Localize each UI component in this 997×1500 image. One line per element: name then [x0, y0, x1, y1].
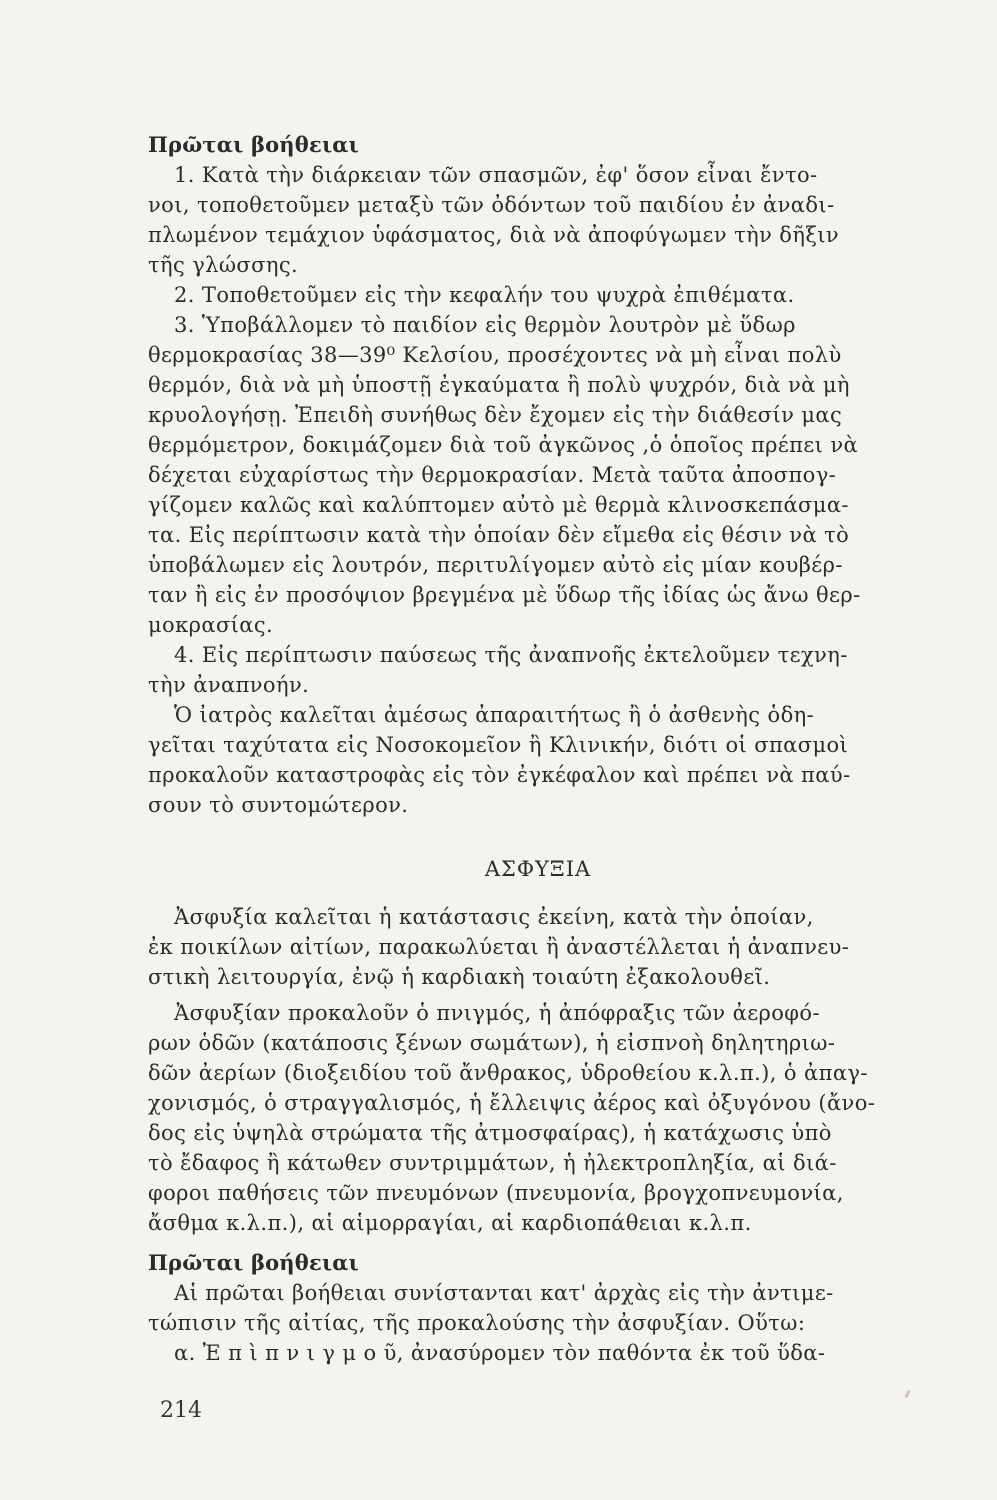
text-line: κρυολογήσῃ. Ἐπειδὴ συνήθως δὲν ἔχομεν εἰς τὴν διάθεσίν μας	[148, 403, 843, 427]
text-line: Ὁ ἰατρὸς καλεῖται ἀμέσως ἀπαραιτήτως ἢ ὁ ἀσθενὴς ὁδη-	[174, 703, 815, 727]
text-line: 1. Κατὰ τὴν διάρκειαν τῶν σπασμῶν, ἐφ' ὅσον εἶναι ἔντο-	[174, 163, 818, 187]
text-line: σουν τὸ συντομώτερον.	[148, 793, 409, 817]
text-line: Ἀσφυξία καλεῖται ἡ κατάστασις ἐκείνη, κατὰ τὴν ὁποίαν,	[174, 905, 814, 929]
text-line: προκαλοῦν καταστροφὰς εἰς τὸν ἐγκέφαλον καὶ πρέπει νὰ παύ-	[148, 763, 851, 787]
page-text-column	[148, 130, 928, 1470]
text-line: δος εἰς ὑψηλὰ στρώματα τῆς ἀτμοσφαίρας), ἡ κατάχωσις ὑπὸ	[148, 1121, 832, 1145]
text-line: 2. Τοποθετοῦμεν εἰς τὴν κεφαλήν του ψυχρὰ ἐπιθέματα.	[174, 283, 795, 307]
text-line: δῶν ἀερίων (διοξειδίου τοῦ ἄνθρακος, ὑδροθείου κ.λ.π.), ὁ ἀπαγ-	[148, 1061, 868, 1085]
text-line: δέχεται εὐχαρίστως τὴν θερμοκρασίαν. Μετὰ ταῦτα ἀποσπογ-	[148, 463, 837, 487]
text-line: γίζομεν καλῶς καὶ καλύπτομεν αὐτὸ μὲ θερμὰ κλινοσκεπάσμα-	[148, 493, 849, 517]
first-aid-heading-2: Πρῶται βοήθειαι	[148, 1250, 360, 1275]
spacer	[148, 1238, 928, 1248]
text-line: θερμοκρασίας 38—39⁰ Κελσίου, προσέχοντες νὰ μὴ εἶναι πολὺ	[148, 343, 842, 367]
text-line: Ἀσφυξίαν προκαλοῦν ὁ πνιγμός, ἡ ἀπόφραξις τῶν ἀεροφό-	[174, 1001, 820, 1025]
text-line: ρων ὁδῶν (κατάποσις ξένων σωμάτων), ἡ εἰσπνοὴ δηλητηριω-	[148, 1031, 836, 1055]
text-line: ἄσθμα κ.λ.π.), αἱ αἱμορραγίαι, αἱ καρδιοπάθειαι κ.λ.π.	[148, 1211, 752, 1235]
page-number: 214	[160, 1398, 202, 1423]
text-line: 4. Εἰς περίπτωσιν παύσεως τῆς ἀναπνοῆς ἐκτελοῦμεν τεχνη-	[174, 643, 848, 667]
text-line: τῆς γλώσσης.	[148, 253, 299, 277]
text-line: νοι, τοποθετοῦμεν μεταξὺ τῶν ὀδόντων τοῦ παιδίου ἐν ἀναδι-	[148, 193, 835, 217]
text-line: α. Ἐ π ὶ π ν ι γ μ ο ῦ, ἀνασύρομεν τὸν παθόντα ἐκ τοῦ ὕδα-	[174, 1341, 826, 1365]
text-line: στικὴ λειτουργία, ἐνῷ ἡ καρδιακὴ τοιαύτη ἐξακολουθεῖ.	[148, 965, 771, 989]
text-line: τώπισιν τῆς αἰτίας, τῆς προκαλούσης τὴν ἀσφυξίαν. Οὕτω:	[148, 1311, 806, 1335]
text-line: 3. Ὑποβάλλομεν τὸ παιδίον εἰς θερμὸν λουτρὸν μὲ ὕδωρ	[174, 313, 796, 337]
text-line: τα. Εἰς περίπτωσιν κατὰ τὴν ὁποίαν δὲν εἴμεθα εἰς θέσιν νὰ τὸ	[148, 523, 850, 547]
text-line: θερμόμετρον, δοκιμάζομεν διὰ τοῦ ἀγκῶνος ,ὁ ὁποῖος πρέπει νὰ	[148, 433, 859, 457]
text-line: μοκρασίας.	[148, 613, 274, 637]
section-title-asphyxia: ΑΣΦΥΞΙΑ	[484, 857, 592, 881]
spacer	[148, 884, 928, 902]
text-line: θερμόν, διὰ νὰ μὴ ὑποστῇ ἐγκαύματα ἢ πολὺ ψυχρόν, διὰ νὰ μὴ	[148, 373, 850, 397]
spacer	[148, 820, 928, 854]
text-line: πλωμένον τεμάχιον ὑφάσματος, διὰ νὰ ἀποφύγωμεν τὴν δῆξιν	[148, 223, 840, 247]
first-aid-heading-1: Πρῶται βοήθειαι	[148, 132, 360, 157]
text-line: χονισμός, ὁ στραγγαλισμός, ἡ ἔλλειψις ἀέρος καὶ ὀξυγόνου (ἄνο-	[148, 1091, 876, 1115]
text-line: γεῖται ταχύτατα εἰς Νοσοκομεῖον ἢ Κλινικήν, διότι οἱ σπασμοὶ	[148, 733, 849, 757]
text-line: ἐκ ποικίλων αἰτίων, παρακωλύεται ἢ ἀναστέλλεται ἡ ἀναπνευ-	[148, 935, 850, 959]
text-line: ταν ἢ εἰς ἐν προσόψιον βρεγμένα μὲ ὕδωρ τῆς ἰδίας ὡς ἄνω θερ-	[148, 583, 861, 607]
text-line: τὴν ἀναπνοήν.	[148, 673, 310, 697]
text-line: ὑποβάλωμεν εἰς λουτρόν, περιτυλίγομεν αὐτὸ εἰς μίαν κουβέρ-	[148, 553, 843, 577]
text-line: τὸ ἔδαφος ἢ κάτωθεν συντριμμάτων, ἡ ἠλεκτροπληξία, αἱ διά-	[148, 1151, 837, 1175]
text-line: Αἱ πρῶται βοήθειαι συνίστανται κατ' ἀρχὰς εἰς τὴν ἀντιμε-	[174, 1281, 834, 1305]
text-line: φοροι παθήσεις τῶν πνευμόνων (πνευμονία, βρογχοπνευμονία,	[148, 1181, 844, 1205]
